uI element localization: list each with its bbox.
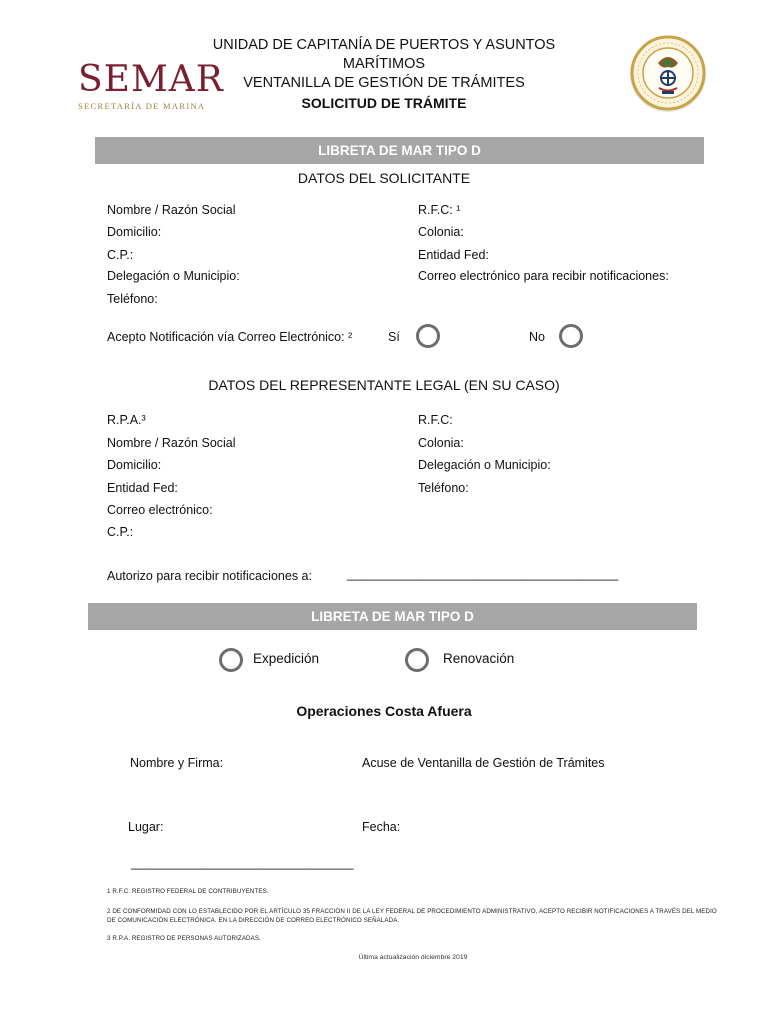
label-rep-delegacion: Delegación o Municipio:: [418, 458, 551, 472]
radio-renovacion[interactable]: [405, 648, 429, 672]
label-nombre-firma: Nombre y Firma:: [130, 756, 224, 770]
semar-logo-subtitle: SECRETARÍA DE MARINA: [78, 101, 206, 111]
section-subtitle-solicitante: DATOS DEL SOLICITANTE: [297, 170, 471, 186]
label-rep-cp: C.P.:: [107, 525, 134, 539]
header-line-1: UNIDAD DE CAPITANÍA DE PUERTOS Y ASUNTOS: [212, 37, 556, 53]
label-lugar: Lugar:: [128, 820, 164, 834]
label-telefono: Teléfono:: [107, 292, 158, 306]
header-line-3: VENTANILLA DE GESTIÓN DE TRÁMITES: [243, 75, 525, 91]
label-expedicion: Expedición: [253, 651, 320, 666]
label-cp: C.P.:: [107, 248, 134, 262]
section-bar-libreta-2: LIBRETA DE MAR TIPO D: [88, 603, 697, 630]
label-entidad: Entidad Fed:: [418, 248, 489, 262]
section-subtitle-representante: DATOS DEL REPRESENTANTE LEGAL (EN SU CASO): [208, 377, 560, 393]
label-rpa: R.P.A.³: [107, 413, 146, 427]
section-subtitle-costa-afuera: Operaciones Costa Afuera: [296, 703, 472, 719]
label-acuse: Acuse de Ventanilla de Gestión de Trámites: [362, 756, 605, 770]
label-nombre: Nombre / Razón Social: [107, 203, 236, 217]
footnote-1: 1 R.F.C. REGISTRO FEDERAL DE CONTRIBUYENTES.: [107, 888, 269, 895]
radio-expedicion[interactable]: [219, 648, 243, 672]
label-correo-notificaciones: Correo electrónico para recibir notificaciones:: [418, 269, 669, 283]
radio-no[interactable]: [559, 324, 583, 348]
label-acepto-notificacion: Acepto Notificación vía Correo Electrónico: ²: [107, 330, 353, 344]
header-line-2: MARÍTIMOS: [342, 56, 426, 72]
label-rep-correo: Correo electrónico:: [107, 503, 213, 517]
footnote-2: 2 DE CONFORMIDAD CON LO ESTABLECIDO POR EL ARTÍCULO 35 FRACCIÓN II DE LA LEY FEDERAL DE PROCEDIMIENTO ADMINISTRATIVO, ACEPTO RECIBIR NOTIFICACIONES A TRAVÉS DEL MEDIO DE COMUNICACIÓN ELECTRÓNICA. EN LA DIRECCIÓN DE CORREO ELECTRÓNICO SEÑALADA.: [107, 908, 717, 924]
radio-si[interactable]: [416, 324, 440, 348]
label-colonia: Colonia:: [418, 225, 464, 239]
label-rep-telefono: Teléfono:: [418, 481, 469, 495]
authorize-underline: _______________________________________: [347, 567, 619, 581]
label-rep-colonia: Colonia:: [418, 436, 464, 450]
label-rep-rfc: R.F.C:: [418, 413, 453, 427]
label-rep-domicilio: Domicilio:: [107, 458, 162, 472]
section-bar-libreta: LIBRETA DE MAR TIPO D: [95, 137, 704, 164]
page-title: SOLICITUD DE TRÁMITE: [301, 95, 467, 111]
footnote-3: 3 R.P.A. REGISTRO DE PERSONAS AUTORIZADAS.: [107, 935, 261, 942]
label-rfc: R.F.C: ¹: [418, 203, 461, 217]
label-rep-entidad: Entidad Fed:: [107, 481, 178, 495]
label-domicilio: Domicilio:: [107, 225, 162, 239]
label-no: No: [529, 330, 545, 344]
label-autorizo: Autorizo para recibir notificaciones a:: [107, 569, 312, 583]
semar-logo-text: SEMAR: [78, 59, 224, 100]
label-renovacion: Renovación: [443, 651, 515, 666]
seal-icon: [628, 33, 708, 113]
label-fecha: Fecha:: [362, 820, 401, 834]
label-si: Sí: [388, 330, 400, 344]
signature-underline: ________________________________: [131, 856, 354, 870]
label-rep-nombre: Nombre / Razón Social: [107, 436, 236, 450]
label-delegacion: Delegación o Municipio:: [107, 269, 240, 283]
last-update: Última actualización diciembre 2019: [358, 954, 468, 961]
